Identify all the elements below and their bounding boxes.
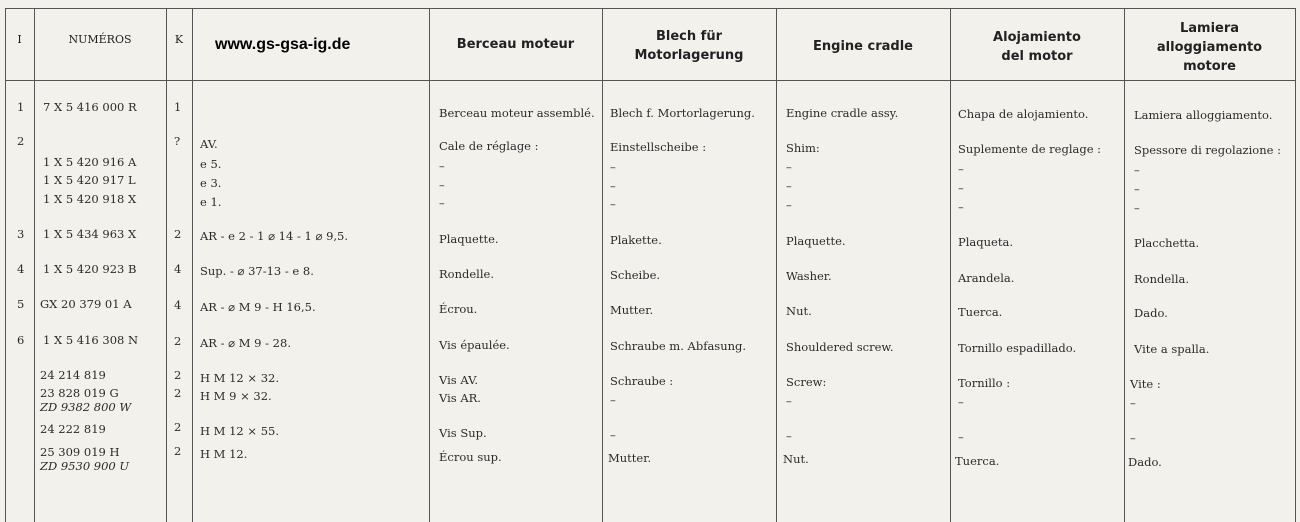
header-spanish	[950, 28, 1124, 66]
desc-german: –	[610, 160, 616, 174]
header-french: Berceau moteur	[456, 37, 575, 52]
table-left-border	[5, 8, 6, 522]
desc-italian: Lamiera alloggiamento.	[1134, 108, 1273, 122]
part-number: 1 X 5 420 917 L	[43, 173, 136, 187]
part-number: 25 309 019 H	[40, 445, 120, 459]
desc-german: Schraube m. Abfasung.	[610, 339, 747, 353]
spec: Sup. - ⌀ 37-13 - e 8.	[200, 264, 314, 278]
part-number: 7 X 5 416 000 R	[43, 100, 137, 114]
desc-english: Screw:	[786, 375, 827, 389]
desc-german: Schraube :	[610, 374, 674, 388]
column-divider	[34, 8, 35, 522]
part-number: 24 222 819	[40, 422, 106, 436]
desc-spanish: Suplemente de reglage :	[958, 142, 1102, 156]
desc-german: Blech f. Mortorlagerung.	[610, 106, 755, 120]
column-divider	[192, 8, 193, 522]
column-divider	[950, 8, 951, 522]
header-german	[602, 27, 776, 65]
desc-french: Vis épaulée.	[439, 338, 510, 352]
website-watermark: www.gs-gsa-ig.de	[215, 36, 351, 53]
desc-english: Shouldered screw.	[786, 340, 894, 354]
part-number: 1 X 5 420 923 B	[43, 262, 137, 276]
spec: e 5.	[200, 157, 222, 171]
header-spanish-line1: Alojamiento	[993, 30, 1081, 45]
table-top-border	[5, 8, 1296, 9]
desc-english: –	[786, 179, 792, 193]
desc-german: Einstellscheibe :	[610, 140, 707, 154]
table-right-border	[1295, 8, 1296, 522]
spec: AR - e 2 - 1 ⌀ 14 - 1 ⌀ 9,5.	[200, 229, 349, 243]
spec: e 3.	[200, 176, 222, 190]
spec: e 1.	[200, 195, 222, 209]
desc-german: Plakette.	[610, 233, 662, 247]
quantity: 2	[174, 368, 182, 382]
desc-french: Écrou.	[439, 302, 478, 316]
part-number: 1 X 5 434 963 X	[43, 227, 137, 241]
desc-spanish: –	[958, 200, 964, 214]
column-divider	[429, 8, 430, 522]
desc-french: –	[439, 196, 445, 210]
desc-italian: –	[1130, 396, 1136, 410]
header-italian-line3: motore	[1183, 59, 1236, 74]
desc-german: Scheibe.	[610, 268, 661, 282]
desc-spanish: Tuerca.	[955, 454, 1000, 468]
part-number: 1 X 5 416 308 N	[43, 333, 139, 347]
desc-french: Plaquette.	[439, 232, 499, 246]
desc-italian: –	[1134, 182, 1140, 196]
row-index: 3	[17, 227, 25, 241]
desc-german: Mutter.	[608, 451, 652, 465]
spec: AR - ⌀ M 9 - 28.	[200, 336, 291, 350]
desc-german: –	[610, 393, 616, 407]
desc-spanish: Tornillo :	[958, 376, 1011, 390]
desc-spanish: –	[958, 395, 964, 409]
desc-spanish: Arandela.	[958, 271, 1015, 285]
desc-french: Rondelle.	[439, 267, 494, 281]
desc-german: –	[610, 428, 616, 442]
desc-english: Nut.	[786, 304, 812, 318]
desc-spanish: Chapa de alojamiento.	[958, 107, 1089, 121]
header-spanish-line2: del motor	[1001, 49, 1073, 64]
header-bottom-border	[5, 80, 1296, 81]
desc-french: Écrou sup.	[439, 450, 502, 464]
desc-italian: –	[1134, 163, 1140, 177]
part-number: 24 214 819	[40, 368, 106, 382]
spec: H M 12 × 32.	[200, 371, 279, 385]
part-number: 23 828 019 G	[40, 386, 119, 400]
quantity: 2	[174, 386, 182, 400]
part-number: 1 X 5 420 916 A	[43, 155, 137, 169]
desc-english: Nut.	[783, 452, 809, 466]
desc-french: Vis AR.	[439, 391, 481, 405]
part-number: GX 20 379 01 A	[40, 297, 132, 311]
desc-english: –	[786, 160, 792, 174]
header-index: I	[17, 33, 22, 46]
desc-italian: Rondella.	[1134, 272, 1190, 286]
desc-french: Berceau moteur assemblé.	[439, 106, 595, 120]
header-k: K	[174, 33, 184, 46]
desc-french: Vis Sup.	[439, 426, 487, 440]
column-divider	[602, 8, 603, 522]
desc-italian: –	[1134, 201, 1140, 215]
spec: H M 9 × 32.	[200, 389, 272, 403]
column-divider	[1124, 8, 1125, 522]
desc-german: Mutter.	[610, 303, 654, 317]
alt-part-number: ZD 9530 900 U	[40, 459, 130, 473]
desc-italian: Placchetta.	[1134, 236, 1200, 250]
header-german-line1: Blech für	[656, 29, 722, 44]
header-italian-line2: alloggiamento	[1156, 40, 1263, 55]
desc-english: –	[786, 394, 792, 408]
spec: AV.	[200, 137, 218, 151]
desc-english: –	[786, 198, 792, 212]
desc-english: Shim:	[786, 141, 820, 155]
desc-italian: Spessore di regolazione :	[1134, 143, 1281, 157]
desc-spanish: Tornillo espadillado.	[958, 341, 1077, 355]
row-index: 2	[17, 134, 25, 148]
spec: H M 12.	[200, 447, 248, 461]
desc-italian: Dado.	[1134, 306, 1168, 320]
desc-english: Engine cradle assy.	[786, 106, 899, 120]
row-index: 1	[17, 100, 25, 114]
quantity: ?	[174, 134, 181, 148]
desc-italian: Vite :	[1130, 377, 1161, 391]
desc-italian: Dado.	[1128, 455, 1162, 469]
desc-english: –	[786, 429, 792, 443]
header-italian-line1: Lamiera	[1179, 21, 1240, 36]
row-index: 4	[17, 262, 25, 276]
desc-italian: –	[1130, 431, 1136, 445]
row-index: 5	[17, 297, 25, 311]
desc-spanish: –	[958, 181, 964, 195]
desc-spanish: Plaqueta.	[958, 235, 1013, 249]
desc-french: –	[439, 159, 445, 173]
spec: H M 12 × 55.	[200, 424, 279, 438]
quantity: 1	[174, 100, 182, 114]
desc-spanish: –	[958, 430, 964, 444]
quantity: 4	[174, 298, 182, 312]
quantity: 4	[174, 262, 182, 276]
quantity: 2	[174, 227, 182, 241]
desc-french: –	[439, 178, 445, 192]
header-english: Engine cradle	[813, 39, 913, 54]
column-divider	[776, 8, 777, 522]
header-german-line2: Motorlagerung	[634, 48, 744, 63]
part-number: 1 X 5 420 918 X	[43, 192, 137, 206]
desc-english: Plaquette.	[786, 234, 846, 248]
desc-french: Vis AV.	[439, 373, 479, 387]
row-index: 6	[17, 333, 25, 347]
quantity: 2	[174, 444, 182, 458]
desc-spanish: Tuerca.	[958, 305, 1003, 319]
desc-french: Cale de réglage :	[439, 139, 539, 153]
column-divider	[166, 8, 167, 522]
desc-english: Washer.	[786, 269, 832, 283]
desc-german: –	[610, 197, 616, 211]
spec: AR - ⌀ M 9 - H 16,5.	[200, 300, 316, 314]
desc-spanish: –	[958, 162, 964, 176]
desc-italian: Vite a spalla.	[1134, 342, 1210, 356]
header-italian	[1124, 19, 1295, 76]
alt-part-number: ZD 9382 800 W	[40, 400, 132, 414]
desc-german: –	[610, 179, 616, 193]
quantity: 2	[174, 420, 182, 434]
header-numbers: NUMÉROS	[68, 33, 132, 46]
quantity: 2	[174, 334, 182, 348]
